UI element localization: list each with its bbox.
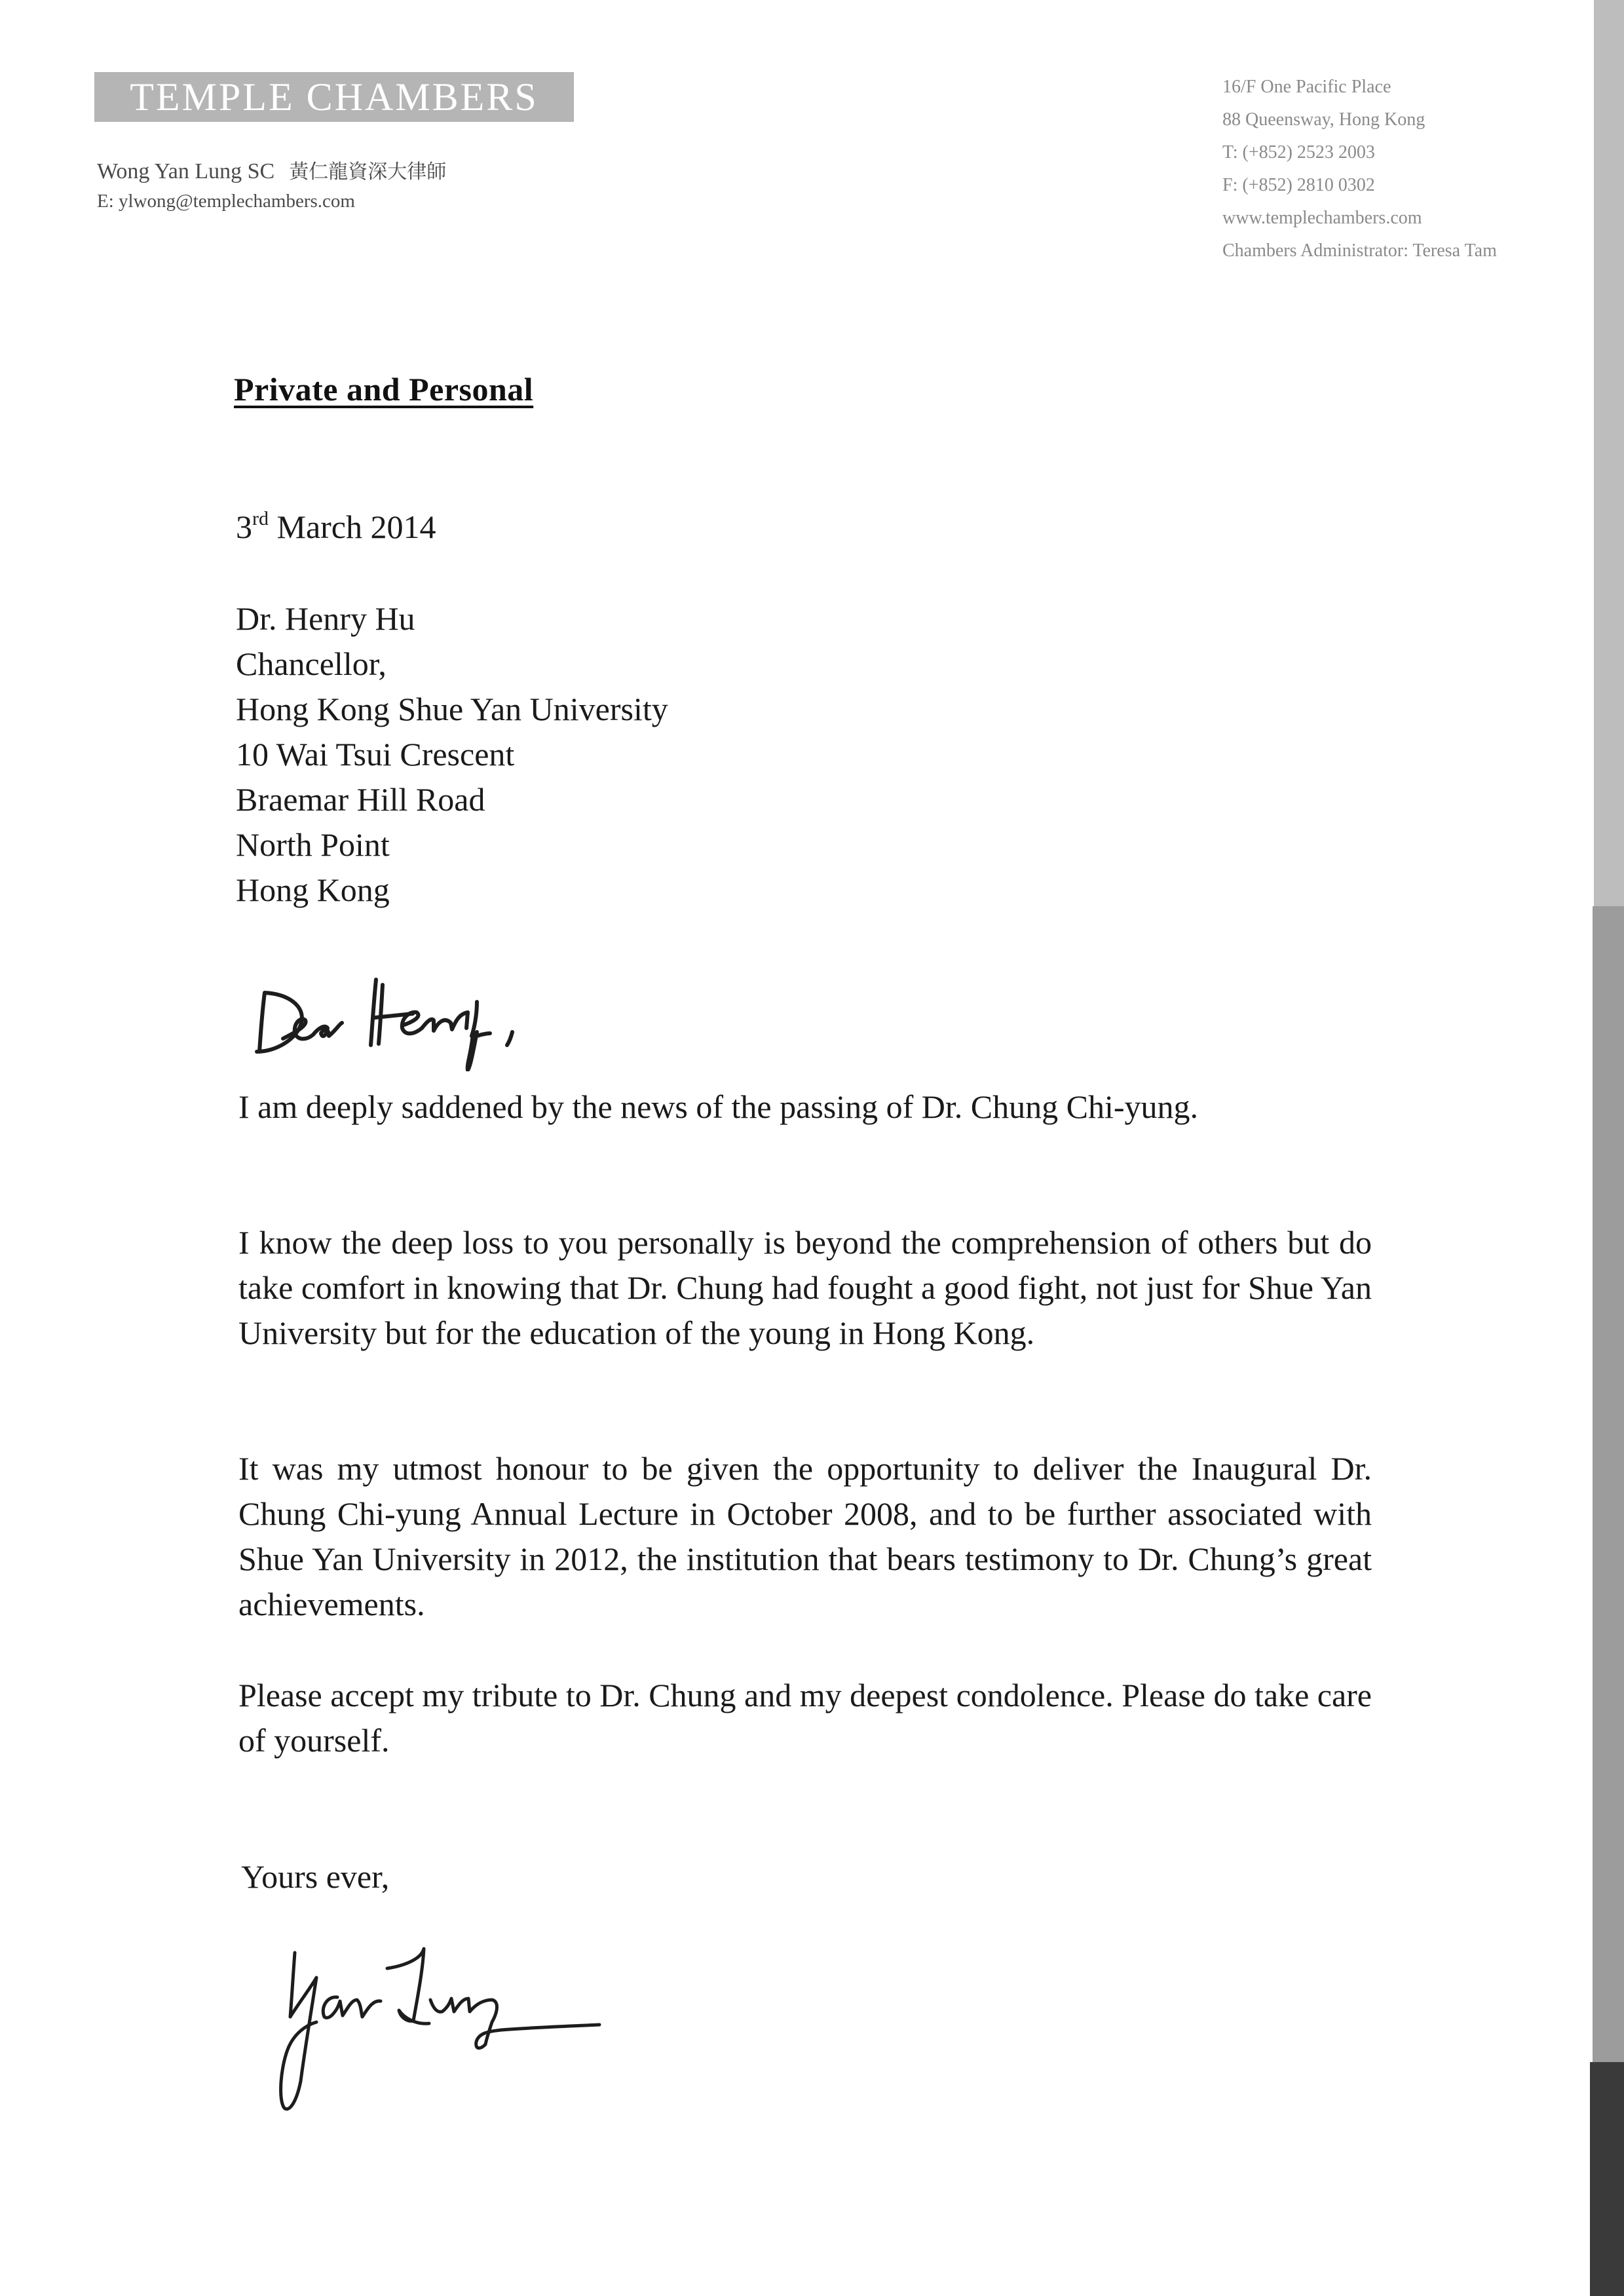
- paragraph-tribute: Please accept my tribute to Dr. Chung and my deepest condolence. Please do take care of yourself.: [238, 1677, 1372, 1759]
- signature-stroke-Y: [281, 1953, 316, 2109]
- phone-line: T: (+852) 2523 2003: [1222, 142, 1375, 163]
- recipient-name: Dr. Henry Hu: [236, 600, 415, 637]
- signature-stroke-L: [387, 1949, 429, 2023]
- paragraph-loss: I know the deep loss to you personally is beyond the comprehension of others but do take comfort in knowing that Dr. Chung had fought a good fight, not just for Shue Yan University but for the education of the young in Hong Kong.: [238, 1224, 1372, 1351]
- sender-name: Wong Yan Lung SC: [97, 159, 275, 183]
- scan-edge-dark: [1590, 2062, 1624, 2296]
- scan-edge-strip: [1590, 0, 1624, 2296]
- signature-stroke-an: [323, 1997, 381, 2018]
- address-line: 88 Queensway, Hong Kong: [1222, 109, 1426, 130]
- sender-name-chinese: 黃仁龍資深大律師: [289, 161, 447, 183]
- recipient-street: 10 Wai Tsui Crescent: [236, 736, 515, 773]
- salutation-stroke-H1: [371, 980, 376, 1045]
- recipient-title: Chancellor,: [236, 645, 387, 682]
- salutation-stroke-H2: [379, 985, 383, 1044]
- scan-edge-mid: [1593, 906, 1624, 2062]
- recipient-institution: Hong Kong Shue Yan University: [236, 691, 668, 727]
- salutation-stroke-comma: [507, 1032, 512, 1045]
- sender-name-line: [97, 157, 446, 187]
- administrator-line: Chambers Administrator: Teresa Tam: [1222, 240, 1497, 261]
- sender-email: E: ylwong@templechambers.com: [97, 191, 355, 212]
- letter-date: [236, 508, 436, 546]
- paragraph-honour: It was my utmost honour to be given the opportunity to deliver the Inaugural Dr. Chung Chi-yung Annual Lecture in October 2008, and to be further associated with Shue Yan University in 2012, the institution that bears testimony to Dr. Chung’s great achievements.: [238, 1450, 1372, 1622]
- handwritten-salutation: [237, 960, 709, 1071]
- recipient-address: [236, 596, 668, 913]
- date-rest: March 2014: [269, 508, 436, 545]
- signature-stroke-ung: [430, 1999, 599, 2048]
- paragraph-condolence: I am deeply saddened by the news of the passing of Dr. Chung Chi-yung.: [238, 1088, 1199, 1125]
- fax-line: F: (+852) 2810 0302: [1222, 175, 1375, 195]
- brand-name: TEMPLE CHAMBERS: [130, 75, 538, 119]
- private-and-personal-heading: Private and Personal: [234, 371, 534, 408]
- recipient-district: North Point: [236, 826, 390, 863]
- sender-block: [97, 157, 446, 216]
- closing-line: Yours ever,: [241, 1858, 390, 1895]
- address-line: 16/F One Pacific Place: [1222, 77, 1391, 97]
- handwritten-signature: [259, 1940, 691, 2116]
- recipient-road: Braemar Hill Road: [236, 781, 485, 818]
- website-line: www.templechambers.com: [1222, 208, 1422, 228]
- scan-edge-light: [1594, 0, 1624, 906]
- date-day: 3: [236, 508, 252, 545]
- recipient-city: Hong Kong: [236, 871, 390, 908]
- salutation-stroke-ear: [283, 1019, 342, 1039]
- chambers-address: [1222, 71, 1497, 267]
- salutation-stroke-enry: [402, 1002, 490, 1070]
- brand-logo-bar: [94, 72, 574, 122]
- date-suffix: rd: [252, 508, 269, 529]
